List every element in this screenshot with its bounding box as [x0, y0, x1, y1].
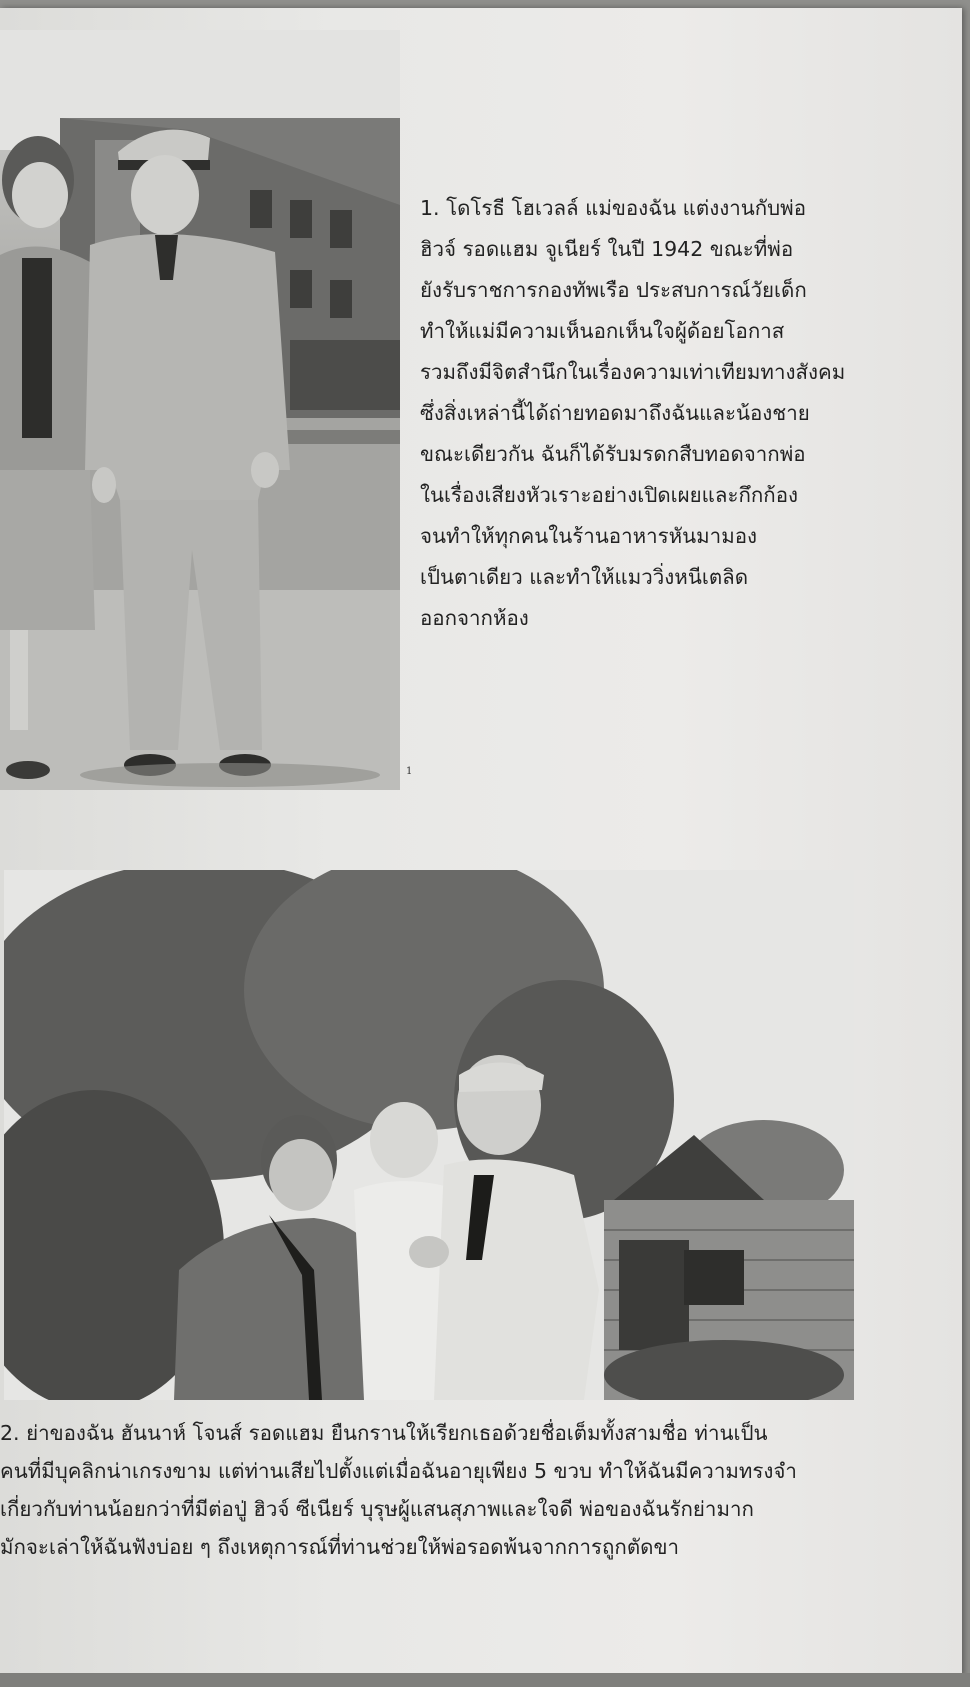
couple-photo-drawing [0, 30, 400, 790]
caption-line: ออกจากห้อง [420, 606, 529, 630]
caption-line: ในเรื่องเสียงหัวเราะอย่างเปิดเผยและกึกก้อง [420, 483, 799, 507]
couple-photo [0, 30, 400, 790]
caption-line: ซึ่งสิ่งเหล่านี้ได้ถ่ายทอดมาถึงฉันและน้องชาย [420, 401, 810, 425]
book-edge [0, 1673, 970, 1687]
figure1-caption [420, 188, 900, 639]
caption-line: 1. โดโรธี โฮเวลล์ แม่ของฉัน แต่งงานกับพ่อ [420, 196, 807, 220]
book-page [0, 8, 962, 1678]
figure2-caption [0, 1414, 870, 1566]
caption-line: ยังรับราชการกองทัพเรือ ประสบการณ์วัยเด็ก [420, 278, 807, 302]
caption-line: เป็นตาเดียว และทำให้แมววิ่งหนีเตลิด [420, 565, 749, 589]
caption-line: 2. ย่าของฉัน ฮันนาห์ โจนส์ รอดแฮม ยืนกรานให้เรียกเธอด้วยชื่อเต็มทั้งสามชื่อ ท่านเป็น [0, 1421, 768, 1445]
caption-line: ทำให้แม่มีความเห็นอกเห็นใจผู้ด้อยโอกาส [420, 319, 785, 343]
caption-line: คนที่มีบุคลิกน่าเกรงขาม แต่ท่านเสียไปตั้งแต่เมื่อฉันอายุเพียง 5 ขวบ ทำให้ฉันมีความทรงจำ [0, 1459, 797, 1483]
caption-line: รวมถึงมีจิตสำนึกในเรื่องความเท่าเทียมทางสังคม [420, 360, 846, 384]
figure-marker: 1 [406, 766, 413, 777]
caption-line: จนทำให้ทุกคนในร้านอาหารหันมามอง [420, 524, 758, 548]
caption-line: มักจะเล่าให้ฉันฟังบ่อย ๆ ถึงเหตุการณ์ที่ท่านช่วยให้พ่อรอดพ้นจากการถูกตัดขา [0, 1535, 679, 1559]
caption-line: ขณะเดียวกัน ฉันก็ได้รับมรดกสืบทอดจากพ่อ [420, 442, 806, 466]
caption-line: ฮิวจ์ รอดแฮม จูเนียร์ ในปี 1942 ขณะที่พ่อ [420, 237, 794, 261]
grandparents-photo [4, 870, 854, 1400]
grandparents-photo-drawing [4, 870, 854, 1400]
caption-line: เกี่ยวกับท่านน้อยกว่าที่มีต่อปู่ ฮิวจ์ ซีเนียร์ บุรุษผู้แสนสุภาพและใจดี พ่อของฉันรักย่ามาก [0, 1497, 754, 1521]
